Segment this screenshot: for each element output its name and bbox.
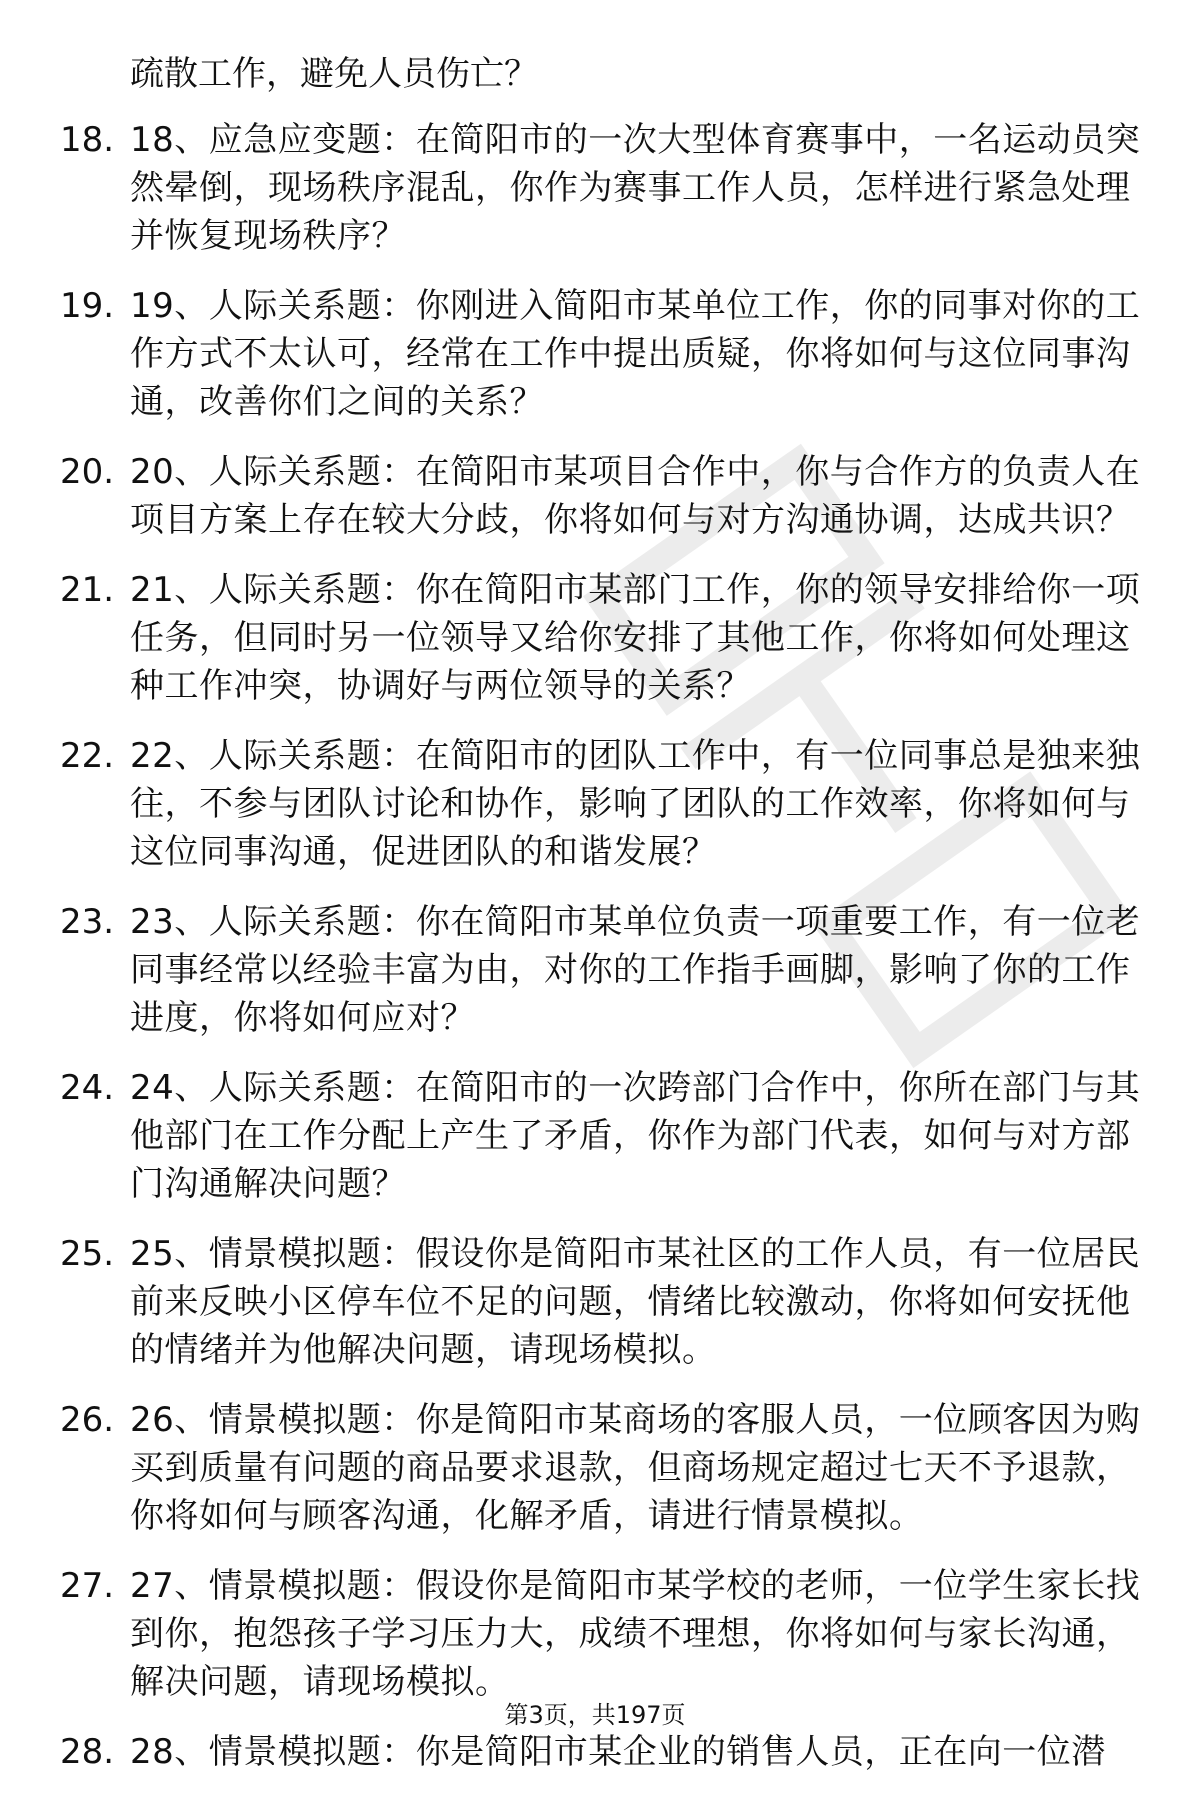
item-number: 25. <box>60 1234 115 1274</box>
item-text: 20、人际关系题：在简阳市某项目合作中，你与合作方的负责人在项目方案上存在较大分歧，你将如何与对方沟通协调，达成共识？ <box>130 452 1141 540</box>
item-text: 22、人际关系题：在简阳市的团队工作中，有一位同事总是独来独往，不参与团队讨论和协作，影响了团队的工作效率，你将如何与这位同事沟通，促进团队的和谐发展？ <box>130 736 1141 872</box>
item-text: 21、人际关系题：你在简阳市某部门工作，你的领导安排给你一项任务，但同时另一位领导又给你安排了其他工作，你将如何处理这种工作冲突，协调好与两位领导的关系？ <box>130 570 1141 706</box>
list-item <box>60 1728 1150 1776</box>
item-number: 26. <box>60 1400 115 1440</box>
list-item <box>60 448 1150 544</box>
list-item <box>60 116 1150 260</box>
list-item <box>60 898 1150 1042</box>
continued-text: 疏散工作，避免人员伤亡？ <box>130 54 538 94</box>
item-number: 20. <box>60 452 115 492</box>
item-number: 18. <box>60 120 115 160</box>
item-text: 18、应急应变题：在简阳市的一次大型体育赛事中，一名运动员突然晕倒，现场秩序混乱，你作为赛事工作人员，怎样进行紧急处理并恢复现场秩序？ <box>130 120 1141 256</box>
item-number: 27. <box>60 1566 115 1606</box>
item-number: 19. <box>60 286 115 326</box>
item-text: 23、人际关系题：你在简阳市某单位负责一项重要工作，有一位老同事经常以经验丰富为由，对你的工作指手画脚，影响了你的工作进度，你将如何应对？ <box>130 902 1141 1038</box>
item-number: 22. <box>60 736 115 776</box>
item-number: 21. <box>60 570 115 610</box>
list-item <box>60 1396 1150 1540</box>
item-number: 28. <box>60 1732 115 1772</box>
list-item <box>60 1064 1150 1208</box>
item-text: 25、情景模拟题：假设你是简阳市某社区的工作人员，有一位居民前来反映小区停车位不足的问题，情绪比较激动，你将如何安抚他的情绪并为他解决问题，请现场模拟。 <box>130 1234 1141 1370</box>
item-number: 24. <box>60 1068 115 1108</box>
list-item <box>60 282 1150 426</box>
question-list <box>60 50 1150 1798</box>
item-text: 27、情景模拟题：假设你是简阳市某学校的老师，一位学生家长找到你，抱怨孩子学习压力大，成绩不理想，你将如何与家长沟通，解决问题，请现场模拟。 <box>130 1566 1141 1702</box>
list-item <box>60 1562 1150 1706</box>
page-footer: 第3页，共197页 <box>504 1701 686 1729</box>
list-item <box>60 566 1150 710</box>
item-text: 19、人际关系题：你刚进入简阳市某单位工作，你的同事对你的工作方式不太认可，经常在工作中提出质疑，你将如何与这位同事沟通，改善你们之间的关系？ <box>130 286 1141 422</box>
item-number: 23. <box>60 902 115 942</box>
list-item <box>60 1230 1150 1374</box>
item-text: 26、情景模拟题：你是简阳市某商场的客服人员，一位顾客因为购买到质量有问题的商品要求退款，但商场规定超过七天不予退款，你将如何与顾客沟通，化解矛盾，请进行情景模拟。 <box>130 1400 1141 1536</box>
item-text: 24、人际关系题：在简阳市的一次跨部门合作中，你所在部门与其他部门在工作分配上产生了矛盾，你作为部门代表，如何与对方部门沟通解决问题？ <box>130 1068 1141 1204</box>
item-text: 28、情景模拟题：你是简阳市某企业的销售人员，正在向一位潜 <box>130 1732 1106 1772</box>
list-item <box>60 732 1150 876</box>
